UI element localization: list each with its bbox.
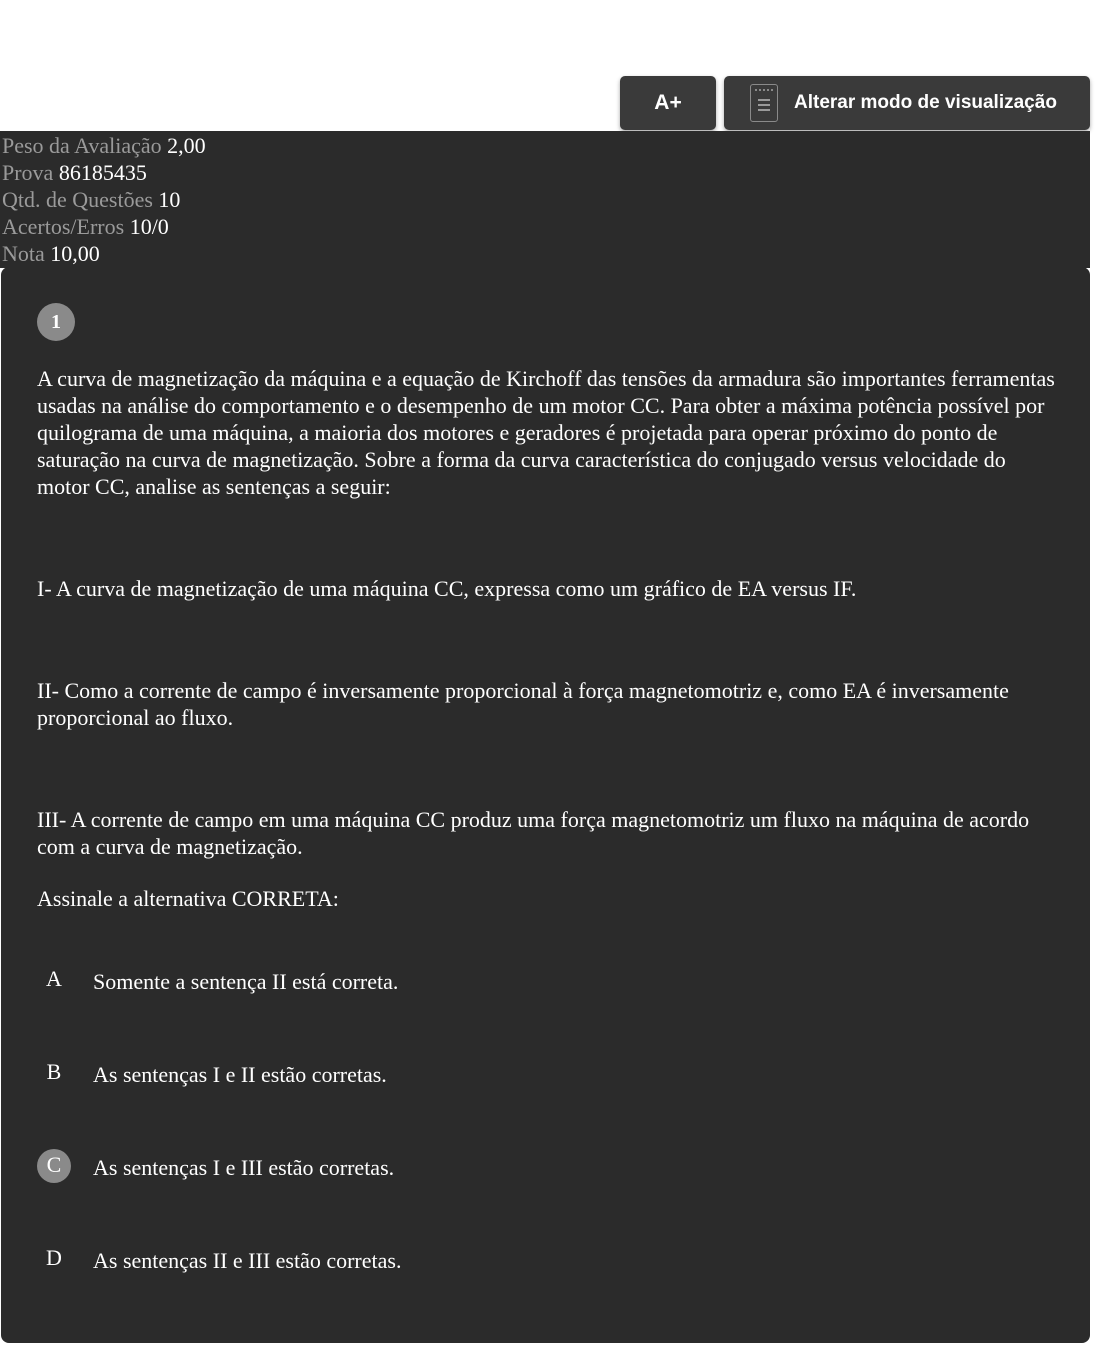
option-b[interactable] <box>37 1056 1037 1090</box>
exam-info-panel <box>0 131 1090 268</box>
info-value: 10,00 <box>50 241 100 266</box>
option-text: As sentenças II e III estão corretas. <box>93 1248 402 1273</box>
info-value: 86185435 <box>58 160 147 185</box>
info-row-hits-errors <box>0 213 1090 240</box>
change-view-mode-button[interactable] <box>724 76 1090 130</box>
option-c[interactable] <box>37 1149 1037 1183</box>
sentence-1: I- A curva de magnetização de uma máquina CC, expressa como um gráfico de EA versus IF. <box>37 576 857 601</box>
sentence-2: II- Como a corrente de campo é inversamente proporcional à força magnetomotriz e, como EA é inversamente proporcional ao fluxo. <box>37 678 1009 730</box>
info-row-question-count <box>0 186 1090 213</box>
question-statement: A curva de magnetização da máquina e a equação de Kirchoff das tensões da armadura são importantes ferramentas usadas na análise do comportamento e o desempenho de um motor CC. Para obter a máxima potência possível por quilograma de uma máquina, a maioria dos motores e geradores é projetada para operar próximo do ponto de saturação na curva de magnetização. Sobre a forma da curva característica do conjugado versus velocidade do motor CC, analise as sentenças a seguir: <box>37 366 1055 499</box>
question-card <box>1 267 1090 1343</box>
view-mode-label: Alterar modo de visualização <box>794 92 1057 113</box>
font-size-increase-button[interactable] <box>620 76 716 130</box>
option-letter-selected: C <box>37 1149 71 1183</box>
info-row-weight <box>0 132 1090 159</box>
info-label: Prova <box>2 160 54 185</box>
option-a[interactable] <box>37 963 1037 997</box>
option-text: Somente a sentença II está correta. <box>93 969 399 994</box>
info-value: 2,00 <box>167 133 206 158</box>
info-value: 10/0 <box>129 214 169 239</box>
sentence-3: III- A corrente de campo em uma máquina CC produz uma força magnetomotriz um fluxo na máquina de acordo com a curva de magnetização. <box>37 807 1030 859</box>
option-letter: A <box>46 966 62 991</box>
option-text: As sentenças I e III estão corretas. <box>93 1155 395 1180</box>
info-value: 10 <box>158 187 181 212</box>
info-label: Qtd. de Questões <box>2 187 153 212</box>
font-size-label: A+ <box>654 91 682 114</box>
info-label: Acertos/Erros <box>2 214 125 239</box>
option-text: As sentenças I e II estão corretas. <box>93 1062 387 1087</box>
info-label: Peso da Avaliação <box>2 133 162 158</box>
document-view-icon <box>750 84 778 122</box>
info-label: Nota <box>2 241 45 266</box>
question-prompt: Assinale a alternativa CORRETA: <box>37 886 339 911</box>
question-number-badge: 1 <box>37 303 75 341</box>
option-letter: B <box>46 1059 62 1084</box>
option-d[interactable] <box>37 1242 1037 1276</box>
option-letter: D <box>46 1245 62 1270</box>
info-row-grade <box>0 240 1090 267</box>
info-row-exam-id <box>0 159 1090 186</box>
